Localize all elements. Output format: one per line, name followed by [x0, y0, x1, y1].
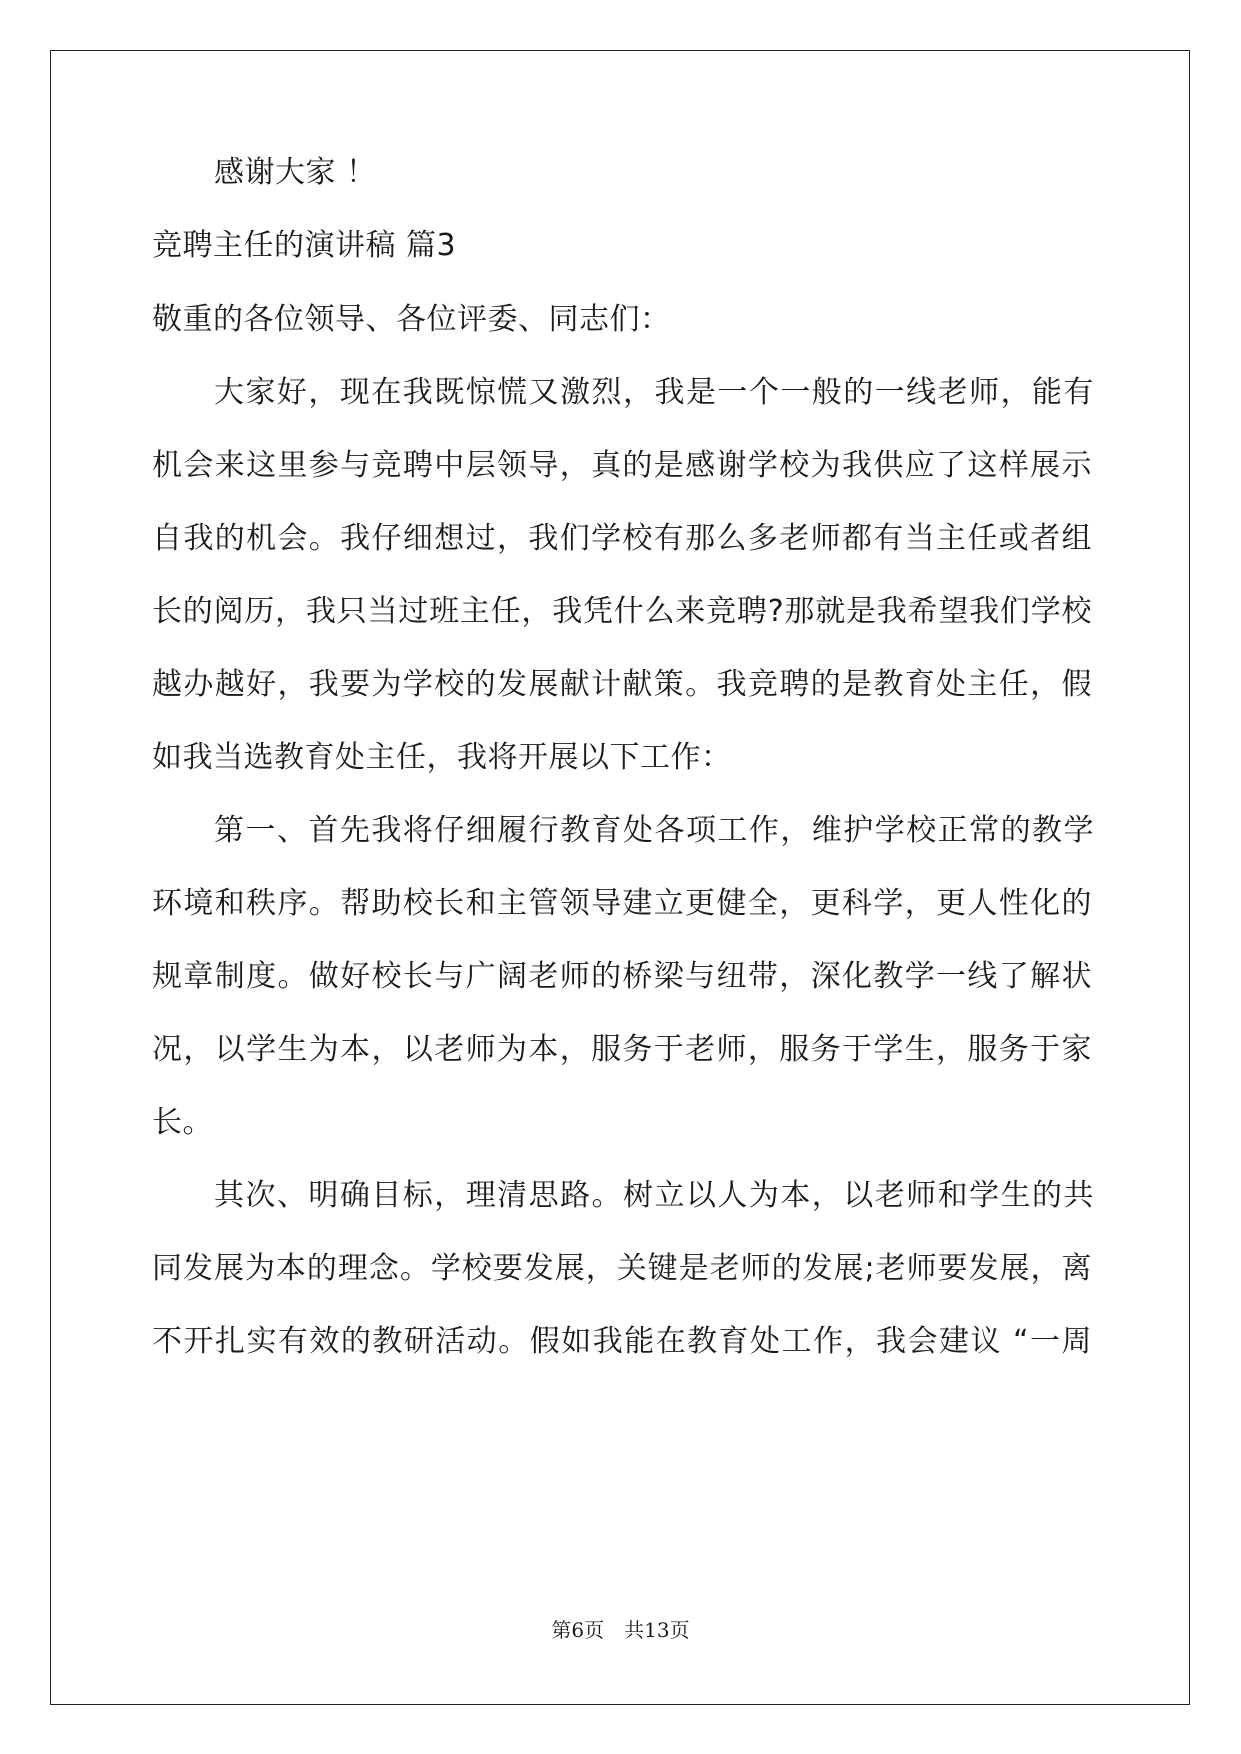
paragraph-line: 第一、首先我将仔细履行教育处各项工作，维护学校正常的教学: [214, 813, 1094, 848]
section-heading: 竞聘主任的演讲稿 篇3: [152, 228, 457, 263]
salutation: 敬重的各位领导、各位评委、同志们：: [152, 302, 671, 337]
paragraph-line: 况，以学生为本，以老师为本，服务于老师，服务于学生，服务于家: [152, 1032, 1092, 1067]
paragraph-line: 大家好，现在我既惊慌又激烈，我是一个一般的一线老师，能有: [214, 375, 1094, 410]
paragraph-line: 同发展为本的理念。学校要发展，关键是老师的发展;老师要发展，离: [152, 1251, 1092, 1286]
paragraph-line: 长的阅历，我只当过班主任，我凭什么来竞聘?那就是我希望我们学校: [152, 594, 1092, 629]
page-border: [50, 50, 1190, 1705]
paragraph-line: 如我当选教育处主任，我将开展以下工作：: [152, 740, 732, 775]
paragraph-line: 规章制度。做好校长与广阔老师的桥梁与纽带，深化教学一线了解状: [152, 959, 1092, 994]
closing-line: 感谢大家 ！: [214, 155, 377, 190]
paragraph-line: 机会来这里参与竞聘中层领导，真的是感谢学校为我供应了这样展示: [152, 448, 1092, 483]
paragraph-line: 环境和秩序。帮助校长和主管领导建立更健全，更科学，更人性化的: [152, 886, 1092, 921]
paragraph-line: 越办越好，我要为学校的发展献计献策。我竞聘的是教育处主任，假: [152, 667, 1092, 702]
paragraph-line: 其次、明确目标，理清思路。树立以人为本，以老师和学生的共: [214, 1178, 1094, 1213]
paragraph-line: 不开扎实有效的教研活动。假如我能在教育处工作，我会建议 “一周: [152, 1324, 1092, 1359]
paragraph-line: 自我的机会。我仔细想过，我们学校有那么多老师都有当主任或者组: [152, 521, 1092, 556]
page-number: 第6页 共13页: [551, 1618, 690, 1642]
paragraph-line: 长。: [152, 1105, 213, 1140]
